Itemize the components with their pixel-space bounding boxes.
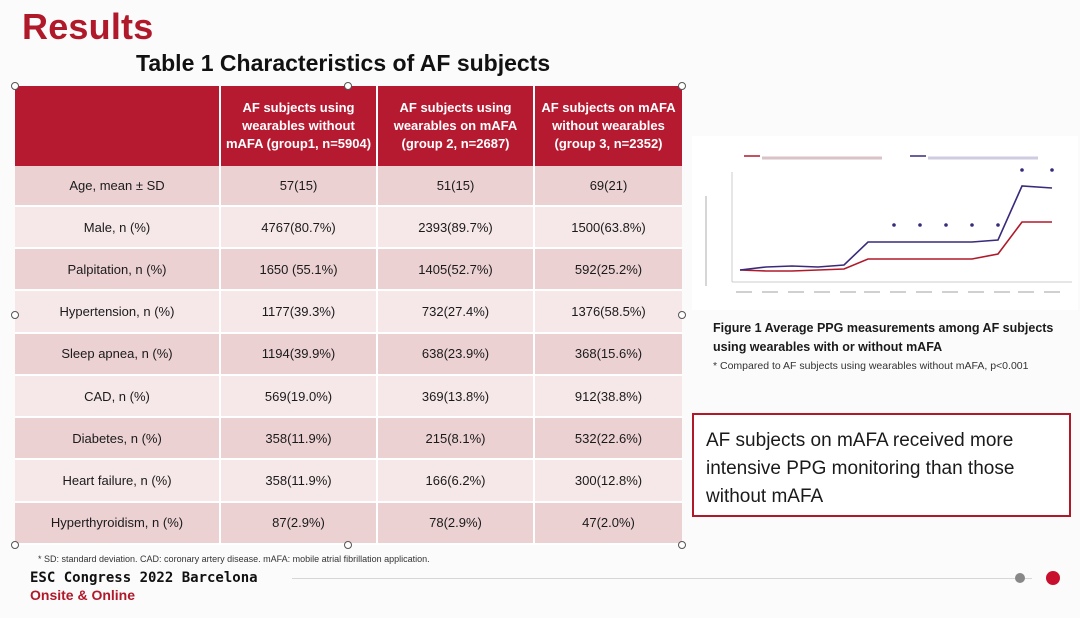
resize-handle-bottom-left[interactable]: [11, 541, 19, 549]
cell-group1: 1650 (55.1%): [220, 248, 377, 290]
table-row: [15, 502, 682, 544]
cell-group1: 4767(80.7%): [220, 206, 377, 248]
conclusion-callout: AF subjects on mAFA received more intensive PPG monitoring than those without mAFA: [692, 413, 1071, 517]
significance-marker: [1020, 168, 1024, 172]
cell-group1: 1177(39.3%): [220, 290, 377, 332]
significance-marker: [996, 223, 1000, 227]
cell-group2: 2393(89.7%): [377, 206, 534, 248]
resize-handle-middle-right[interactable]: [678, 311, 686, 319]
ppg-line-chart: [692, 136, 1078, 310]
header-cell-group1: AF subjects using wearables without mAFA (group1, n=5904): [220, 86, 377, 166]
footer-divider-line: [292, 578, 1032, 579]
row-label: Male, n (%): [15, 206, 220, 248]
significance-marker: [1050, 168, 1054, 172]
significance-marker: [918, 223, 922, 227]
significance-marker: [970, 223, 974, 227]
table-footnote: * SD: standard deviation. CAD: coronary artery disease. mAFA: mobile atrial fibrillation application.: [38, 554, 430, 564]
cell-group2: 1405(52.7%): [377, 248, 534, 290]
table-row: [15, 248, 682, 290]
resize-handle-middle-left[interactable]: [11, 311, 19, 319]
table-title: Table 1 Characteristics of AF subjects: [136, 50, 551, 76]
cell-group2: 166(6.2%): [377, 459, 534, 501]
row-label: Age, mean ± SD: [15, 166, 220, 206]
cell-group3: 532(22.6%): [534, 417, 682, 459]
table-row: [15, 290, 682, 332]
row-label: Diabetes, n (%): [15, 417, 220, 459]
onsite-online-label: Onsite & Online: [30, 587, 136, 603]
significance-marker: [944, 223, 948, 227]
row-label: CAD, n (%): [15, 375, 220, 417]
table-row: [15, 206, 682, 248]
cell-group2: 215(8.1%): [377, 417, 534, 459]
characteristics-table[interactable]: [15, 86, 682, 545]
cell-group1: 1194(39.9%): [220, 333, 377, 375]
cell-group3: 912(38.8%): [534, 375, 682, 417]
table-row: [15, 166, 682, 206]
header-cell-group2: AF subjects using wearables on mAFA (group 2, n=2687): [377, 86, 534, 166]
slide-title: Results: [22, 6, 154, 47]
chart-background: [692, 136, 1078, 310]
cell-group2: 51(15): [377, 166, 534, 206]
cell-group2: 78(2.9%): [377, 502, 534, 544]
table-header-row: [15, 86, 682, 166]
header-cell-0: [15, 86, 220, 166]
footer-dot-red: [1046, 571, 1060, 585]
congress-label: ESC Congress 2022 Barcelona: [30, 570, 258, 586]
cell-group2: 732(27.4%): [377, 290, 534, 332]
footer-dot-grey: [1015, 573, 1025, 583]
cell-group1: 358(11.9%): [220, 417, 377, 459]
row-label: Hyperthyroidism, n (%): [15, 502, 220, 544]
cell-group3: 47(2.0%): [534, 502, 682, 544]
cell-group2: 638(23.9%): [377, 333, 534, 375]
cell-group1: 57(15): [220, 166, 377, 206]
table-row: [15, 375, 682, 417]
row-label: Sleep apnea, n (%): [15, 333, 220, 375]
cell-group3: 1500(63.8%): [534, 206, 682, 248]
row-label: Heart failure, n (%): [15, 459, 220, 501]
resize-handle-top-left[interactable]: [11, 82, 19, 90]
cell-group3: 69(21): [534, 166, 682, 206]
cell-group3: 300(12.8%): [534, 459, 682, 501]
cell-group1: 87(2.9%): [220, 502, 377, 544]
cell-group3: 592(25.2%): [534, 248, 682, 290]
significance-marker: [892, 223, 896, 227]
figure-caption: Figure 1 Average PPG measurements among AF subjects using wearables with or without mAFA: [713, 321, 1054, 354]
cell-group3: 1376(58.5%): [534, 290, 682, 332]
table-row: [15, 333, 682, 375]
figure-note: * Compared to AF subjects using wearables without mAFA, p<0.001: [713, 360, 1029, 372]
table-row: [15, 417, 682, 459]
cell-group1: 569(19.0%): [220, 375, 377, 417]
resize-handle-bottom-middle[interactable]: [344, 541, 352, 549]
cell-group3: 368(15.6%): [534, 333, 682, 375]
table-row: [15, 459, 682, 501]
cell-group1: 358(11.9%): [220, 459, 377, 501]
resize-handle-top-middle[interactable]: [344, 82, 352, 90]
resize-handle-top-right[interactable]: [678, 82, 686, 90]
resize-handle-bottom-right[interactable]: [678, 541, 686, 549]
row-label: Palpitation, n (%): [15, 248, 220, 290]
cell-group2: 369(13.8%): [377, 375, 534, 417]
header-cell-group3: AF subjects on mAFA without wearables (group 3, n=2352): [534, 86, 682, 166]
row-label: Hypertension, n (%): [15, 290, 220, 332]
